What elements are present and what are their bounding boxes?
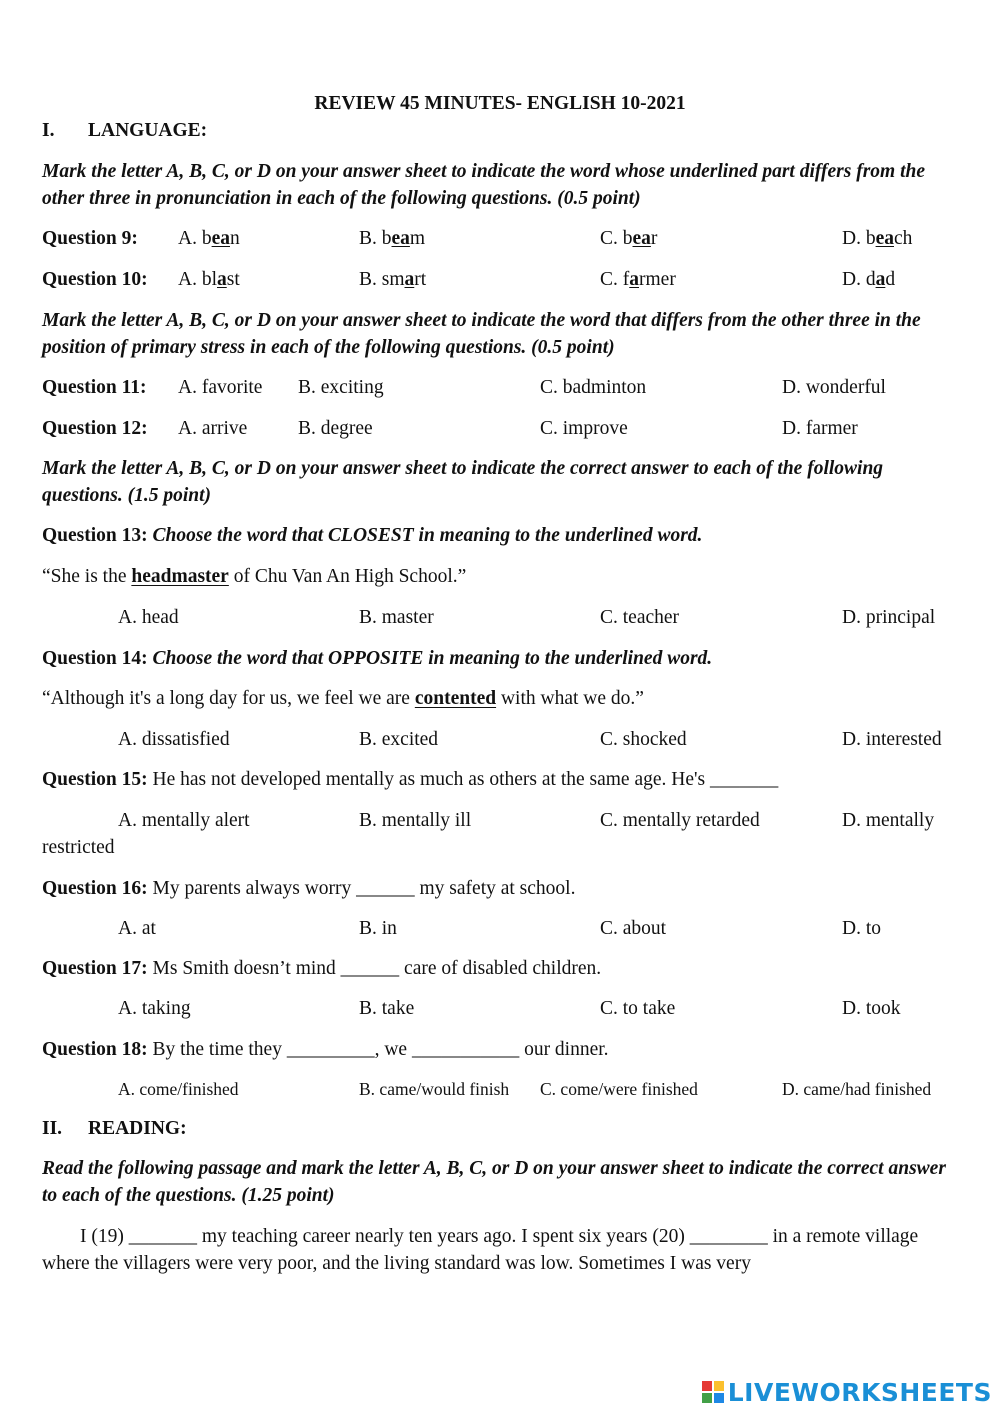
q10-option-c[interactable]: C. farmer <box>600 269 676 290</box>
question-16-text: My parents always worry ______ my safety at school. <box>152 878 576 899</box>
page-title: REVIEW 45 MINUTES- ENGLISH 10-2021 <box>314 93 686 114</box>
reading-passage: I (19) _______ my teaching career nearly ten years ago. I spent six years (20) ________ in a remote village where the villagers were very poor, and the living standard was low. Sometimes I was very <box>42 1226 919 1274</box>
question-16-label: Question 16: <box>42 878 148 899</box>
q18-option-b[interactable]: B. came/would finish <box>359 1079 510 1099</box>
q15-option-d[interactable]: D. mentally <box>842 810 935 831</box>
q17-option-c[interactable]: C. to take <box>600 998 676 1019</box>
logo-block <box>714 1393 724 1403</box>
question-18-row <box>42 1036 609 1063</box>
q11-option-c[interactable]: C. badminton <box>540 377 647 398</box>
logo-blocks-icon <box>702 1381 724 1403</box>
q12-option-d[interactable]: D. farmer <box>782 418 858 439</box>
instruction-stress: Mark the letter A, B, C, or D on your answer sheet to indicate the word that differs from the other three in the position of primary stress in each of the following questions. (0.5 point) <box>42 310 921 358</box>
q14-option-b[interactable]: B. excited <box>359 729 439 750</box>
underlined-word: contented <box>414 688 497 709</box>
section-label: LANGUAGE: <box>88 120 208 141</box>
underlined-word: headmaster <box>131 566 229 587</box>
instruction-pronunciation: Mark the letter A, B, C, or D on your answer sheet to indicate the word whose underlined part differs from the other three in pronunciation in each of the following questions. (0.5 point) <box>42 161 926 209</box>
q16-option-c[interactable]: C. about <box>600 918 667 939</box>
q18-option-d[interactable]: D. came/had finished <box>782 1079 932 1099</box>
q17-option-d[interactable]: D. took <box>842 998 901 1019</box>
question-13-prompt: Choose the word that CLOSEST in meaning to the underlined word. <box>152 525 703 546</box>
liveworksheets-logo <box>702 1374 992 1410</box>
q16-option-a[interactable]: A. at <box>118 918 156 939</box>
q14-option-d[interactable]: D. interested <box>842 729 942 750</box>
q9-option-c[interactable]: C. bear <box>600 228 658 249</box>
q15-option-c[interactable]: C. mentally retarded <box>600 810 760 831</box>
q12-option-b[interactable]: B. degree <box>298 418 373 439</box>
question-15-text: He has not developed mentally as much as others at the same age. He's _______ <box>152 769 779 790</box>
q13-option-d[interactable]: D. principal <box>842 607 936 628</box>
question-15-label: Question 15: <box>42 769 148 790</box>
q15-option-a[interactable]: A. mentally alert <box>118 810 250 831</box>
q14-option-c[interactable]: C. shocked <box>600 729 687 750</box>
q17-option-a[interactable]: A. taking <box>118 998 191 1019</box>
question-9-label: Question 9: <box>42 228 138 249</box>
question-13-header <box>42 522 702 549</box>
logo-block <box>702 1381 712 1391</box>
question-11-label: Question 11: <box>42 377 147 398</box>
question-14-header <box>42 645 712 672</box>
logo-block <box>714 1381 724 1391</box>
question-18-label: Question 18: <box>42 1039 148 1060</box>
q10-option-a[interactable]: A. blast <box>178 269 240 290</box>
question-14-label: Question 14: <box>42 648 148 669</box>
section-reading-heading <box>42 1115 187 1142</box>
q12-option-a[interactable]: A. arrive <box>178 418 248 439</box>
question-15-row <box>42 766 778 793</box>
q10-option-b[interactable]: B. smart <box>359 269 427 290</box>
question-17-text: Ms Smith doesn’t mind ______ care of disabled children. <box>152 958 602 979</box>
q18-option-a[interactable]: A. come/finished <box>118 1079 239 1099</box>
question-17-row <box>42 955 601 982</box>
q13-option-b[interactable]: B. master <box>359 607 434 628</box>
logo-text: LIVEWORKSHEETS <box>727 1377 992 1407</box>
question-16-row <box>42 875 575 902</box>
q9-option-b[interactable]: B. beam <box>359 228 426 249</box>
q13-option-c[interactable]: C. teacher <box>600 607 680 628</box>
question-10-label: Question 10: <box>42 269 148 290</box>
question-17-label: Question 17: <box>42 958 148 979</box>
instruction-correct-answer: Mark the letter A, B, C, or D on your answer sheet to indicate the correct answer to each of the following questions. (1.5 point) <box>42 458 884 506</box>
instruction-reading: Read the following passage and mark the letter A, B, C, or D on your answer sheet to indicate the correct answer to each of the questions. (1.25 point) <box>42 1158 946 1206</box>
logo-block <box>702 1393 712 1403</box>
q14-option-a[interactable]: A. dissatisfied <box>118 729 230 750</box>
question-12-label: Question 12: <box>42 418 148 439</box>
q11-option-a[interactable]: A. favorite <box>178 377 263 398</box>
q17-option-b[interactable]: B. take <box>359 998 415 1019</box>
section-label: READING: <box>88 1118 187 1139</box>
q11-option-b[interactable]: B. exciting <box>298 377 384 398</box>
q11-option-d[interactable]: D. wonderful <box>782 377 886 398</box>
question-18-text: By the time they _________, we ___________ our dinner. <box>152 1039 609 1060</box>
q16-option-d[interactable]: D. to <box>842 918 881 939</box>
section-number: I. <box>42 120 55 141</box>
question-14-sentence: “Although it's a long day for us, we feel we are contented with what we do.” <box>42 688 644 709</box>
q15-option-d-continued[interactable]: restricted <box>42 837 115 858</box>
q10-option-d[interactable]: D. dad <box>842 269 896 290</box>
question-13-label: Question 13: <box>42 525 148 546</box>
q9-option-a[interactable]: A. bean <box>178 228 240 249</box>
q9-option-d[interactable]: D. beach <box>842 228 913 249</box>
section-language-heading <box>42 117 207 144</box>
q12-option-c[interactable]: C. improve <box>540 418 628 439</box>
q18-option-c[interactable]: C. come/were finished <box>540 1079 698 1099</box>
section-number: II. <box>42 1118 63 1139</box>
q15-option-b[interactable]: B. mentally ill <box>359 810 472 831</box>
question-14-prompt: Choose the word that OPPOSITE in meaning to the underlined word. <box>152 648 713 669</box>
q13-option-a[interactable]: A. head <box>118 607 179 628</box>
question-13-sentence: “She is the headmaster of Chu Van An High School.” <box>42 566 467 587</box>
q16-option-b[interactable]: B. in <box>359 918 397 939</box>
